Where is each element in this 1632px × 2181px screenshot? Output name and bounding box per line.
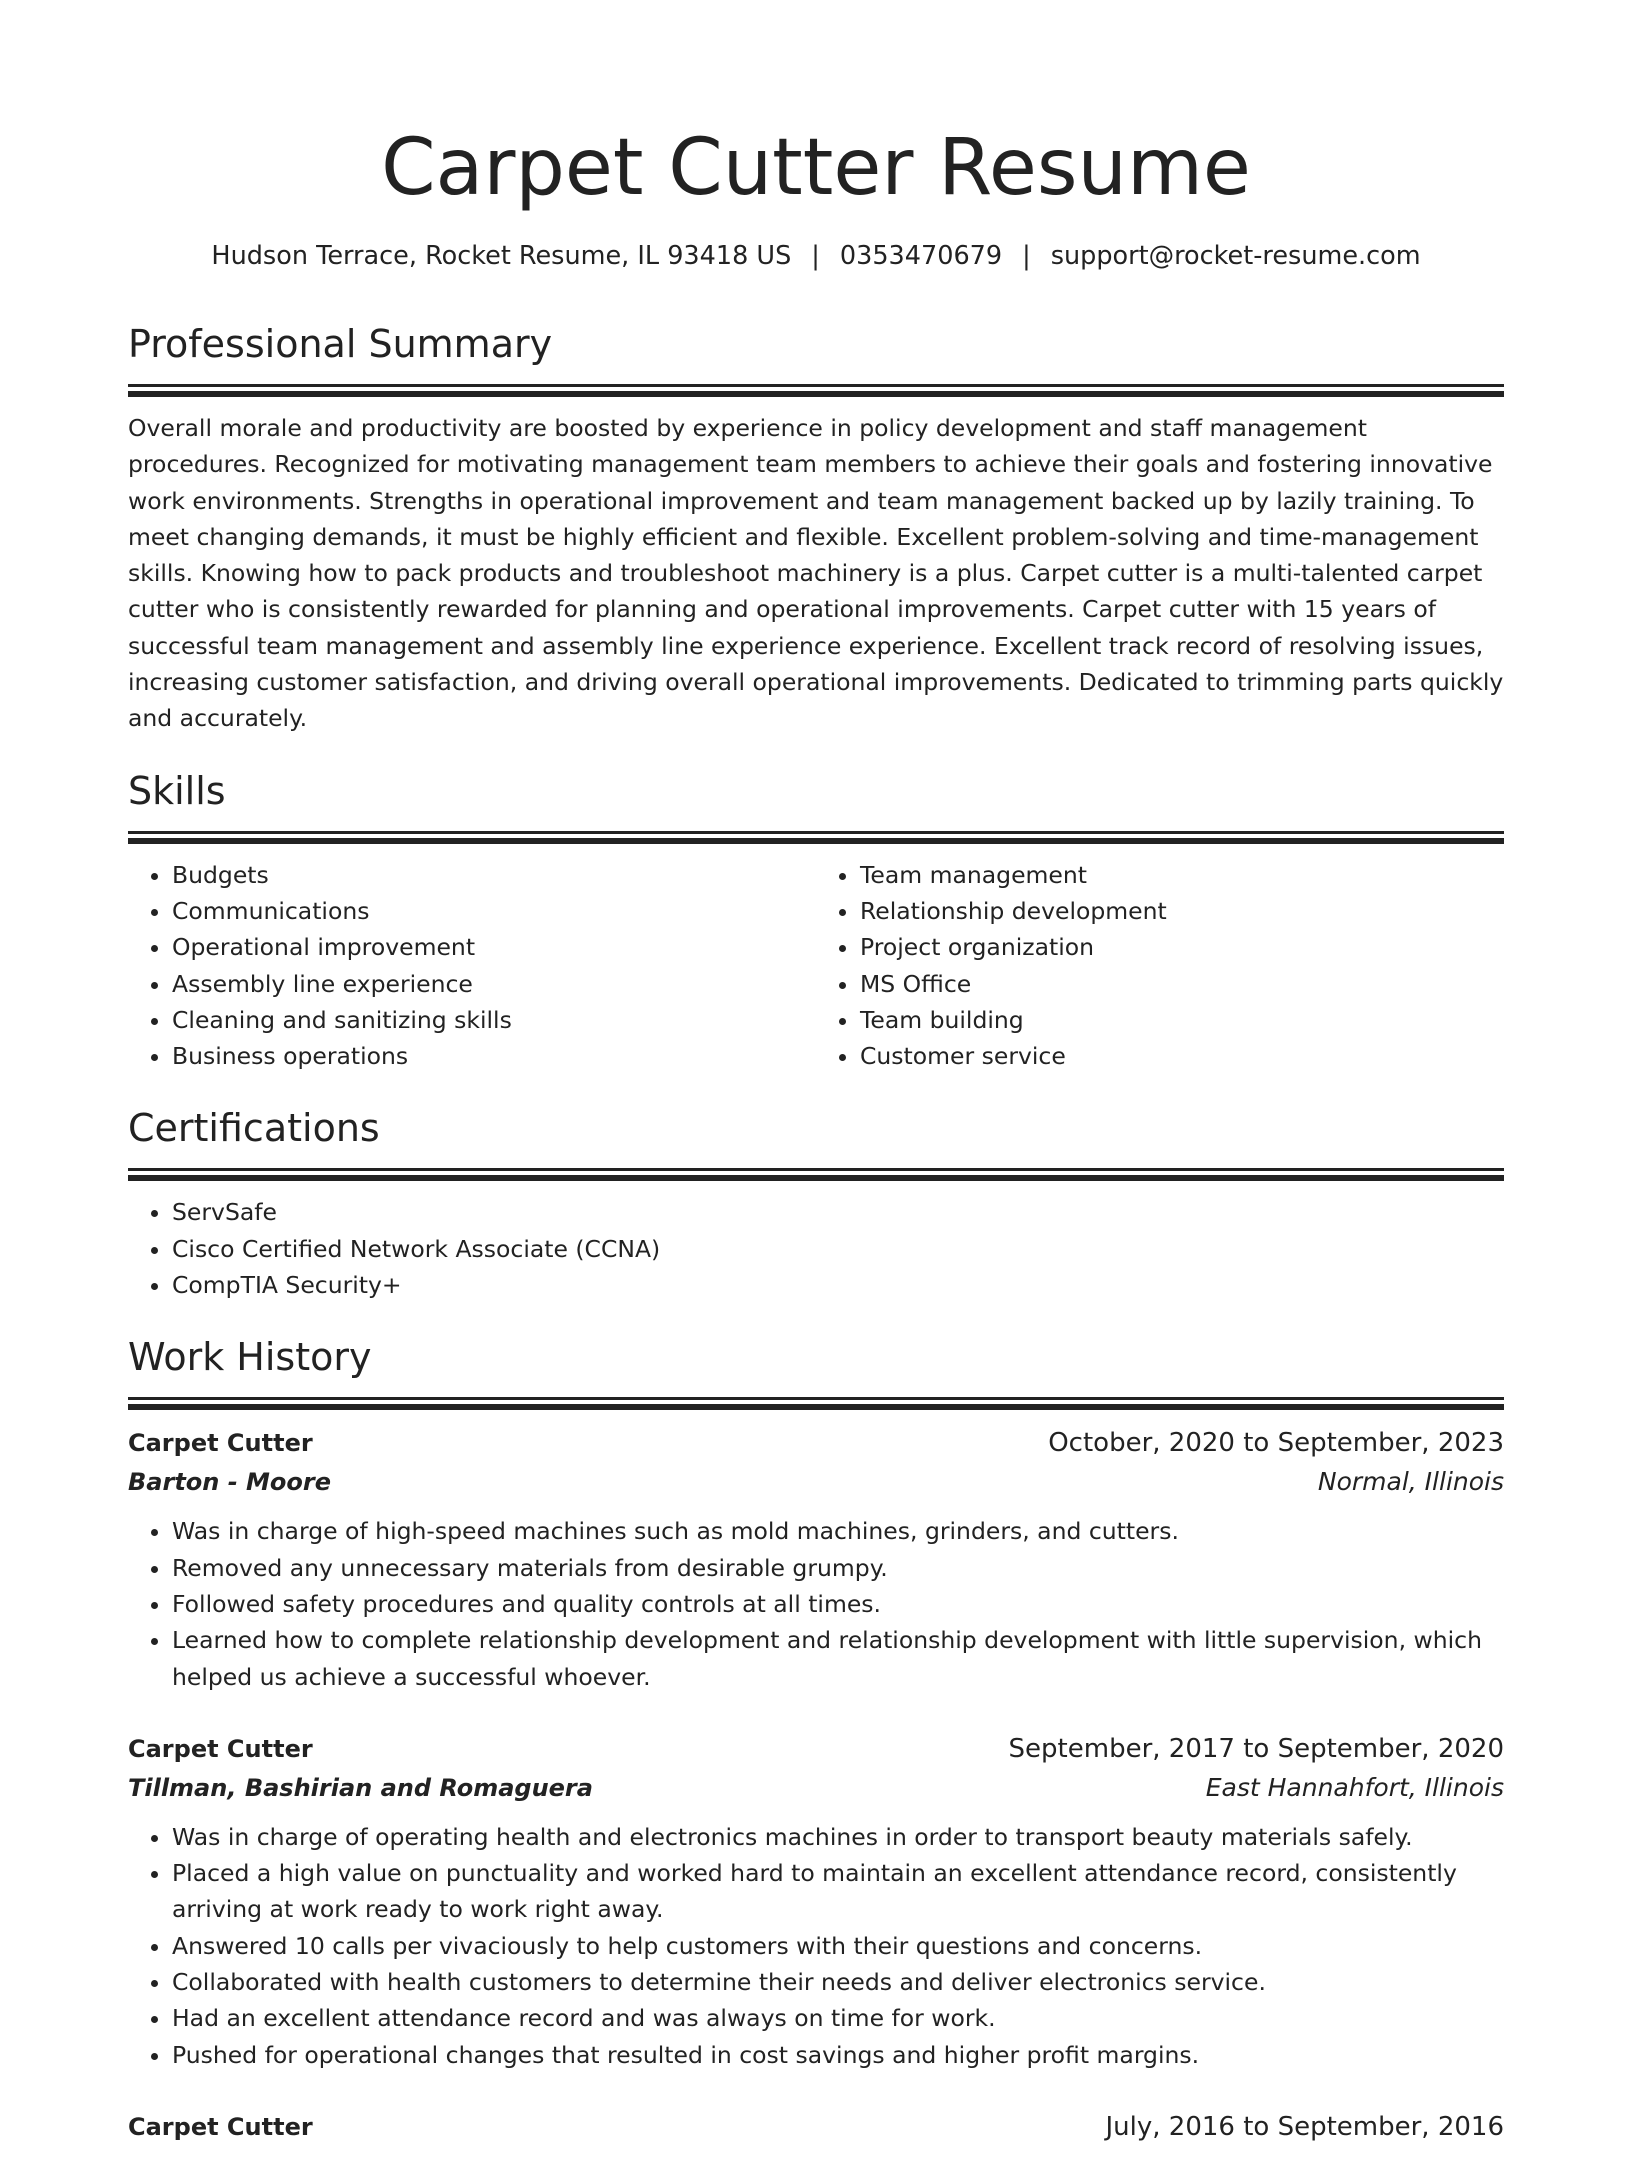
contact-separator: |: [1022, 241, 1031, 271]
skills-list-right: [816, 857, 1504, 1075]
skill-item: • Customer service: [860, 1038, 1504, 1074]
work-history-section: [128, 1331, 1504, 2147]
contact-address: Hudson Terrace, Rocket Resume, IL 93418 US: [211, 241, 792, 271]
job-title: Carpet Cutter: [128, 1734, 313, 1763]
skill-item: • Team building: [860, 1002, 1504, 1038]
job-dates: July, 2016 to September, 2016: [1105, 2111, 1504, 2142]
job-duty-item: • Learned how to complete relationship development and relationship development with little supervision, which helped us achieve a successful whoever.: [172, 1622, 1504, 1695]
skill-item: • MS Office: [860, 966, 1504, 1002]
section-divider: [128, 1397, 1504, 1400]
section-divider: [128, 831, 1504, 834]
summary-text: Overall morale and productivity are boosted by experience in policy development and staff management procedures. Recognized for motivating management team members to achieve their goals and fostering innovative work environments. Strengths in operational improvement and team management backed up by lazily training. To meet changing demands, it must be highly efficient and flexible. Excellent problem-solving and time-management skills. Knowing how to pack products and troubleshoot machinery is a plus. Carpet cutter is a multi-talented carpet cutter who is consistently rewarded for planning and operational improvements. Carpet cutter with 15 years of successful team management and assembly line experience experience. Excellent track record of resolving issues, increasing customer satisfaction, and driving overall operational improvements. Dedicated to trimming parts quickly and accurately.: [128, 414, 1504, 733]
contact-separator: |: [811, 241, 820, 271]
job-duty-item: • Removed any unnecessary materials from desirable grumpy.: [172, 1550, 1504, 1586]
certifications-section: [128, 1102, 1504, 1303]
job-duty-item: • Was in charge of operating health and electronics machines in order to transport beauty materials safely.: [172, 1819, 1504, 1855]
certifications-list: [128, 1194, 1504, 1303]
job-entry: [128, 1729, 1504, 2073]
skill-item: • Business operations: [172, 1038, 816, 1074]
job-duty-item: • Pushed for operational changes that resulted in cost savings and higher profit margins.: [172, 2037, 1504, 2073]
skill-item: • Operational improvement: [172, 929, 816, 965]
certification-item: • CompTIA Security+: [172, 1267, 1504, 1303]
job-company: Tillman, Bashirian and Romaguera: [128, 1773, 593, 1802]
contact-line: [0, 238, 1632, 274]
job-entry: [128, 2107, 1504, 2147]
job-duty-item: • Placed a high value on punctuality and worked hard to maintain an excellent attendance record, consistently arriving at work ready to work right away.: [172, 1855, 1504, 1928]
job-duty-item: • Followed safety procedures and quality controls at all times.: [172, 1586, 1504, 1622]
job-location: Normal, Illinois: [1317, 1467, 1504, 1497]
skill-item: • Cleaning and sanitizing skills: [172, 1002, 816, 1038]
certification-item: • ServSafe: [172, 1194, 1504, 1230]
job-company: Barton - Moore: [128, 1468, 332, 1497]
section-title: Work History: [128, 1335, 372, 1380]
jobs-list: [128, 1423, 1504, 2147]
job-duty-item: • Answered 10 calls per vivaciously to help customers with their questions and concerns.: [172, 1928, 1504, 1964]
job-duties-list: [128, 1513, 1504, 1694]
skill-item: • Project organization: [860, 929, 1504, 965]
job-duties-list: [128, 1819, 1504, 2073]
summary-section: [128, 318, 1504, 737]
skill-item: • Budgets: [172, 857, 816, 893]
section-title: Professional Summary: [128, 322, 553, 366]
skill-item: • Assembly line experience: [172, 966, 816, 1002]
job-title: Carpet Cutter: [128, 1429, 313, 1458]
job-dates: September, 2017 to September, 2020: [1008, 1733, 1504, 1764]
job-duty-item: • Was in charge of high-speed machines such as mold machines, grinders, and cutters.: [172, 1513, 1504, 1549]
contact-phone: 0353470679: [839, 241, 1003, 271]
section-divider: [128, 1168, 1504, 1171]
skills-list-left: [128, 857, 816, 1075]
skills-grid: [128, 857, 1504, 1075]
job-dates: October, 2020 to September, 2023: [1048, 1428, 1504, 1459]
certification-item: • Cisco Certified Network Associate (CCNA): [172, 1231, 1504, 1267]
skill-item: • Relationship development: [860, 893, 1504, 929]
contact-email: support@rocket-resume.com: [1050, 241, 1421, 271]
job-title: Carpet Cutter: [128, 2112, 313, 2141]
job-duty-item: • Collaborated with health customers to determine their needs and deliver electronics service.: [172, 1964, 1504, 2000]
resume-title: Carpet Cutter Resume: [381, 123, 1251, 213]
resume-content: [128, 318, 1504, 2181]
skill-item: • Team management: [860, 857, 1504, 893]
job-duty-item: • Had an excellent attendance record and was always on time for work.: [172, 2000, 1504, 2036]
job-entry: [128, 1423, 1504, 1694]
section-divider: [128, 384, 1504, 387]
job-location: East Hannahfort, Illinois: [1205, 1772, 1504, 1802]
section-title: Certifications: [128, 1106, 380, 1151]
skill-item: • Communications: [172, 893, 816, 929]
skills-section: [128, 765, 1504, 1075]
section-title: Skills: [128, 768, 226, 813]
